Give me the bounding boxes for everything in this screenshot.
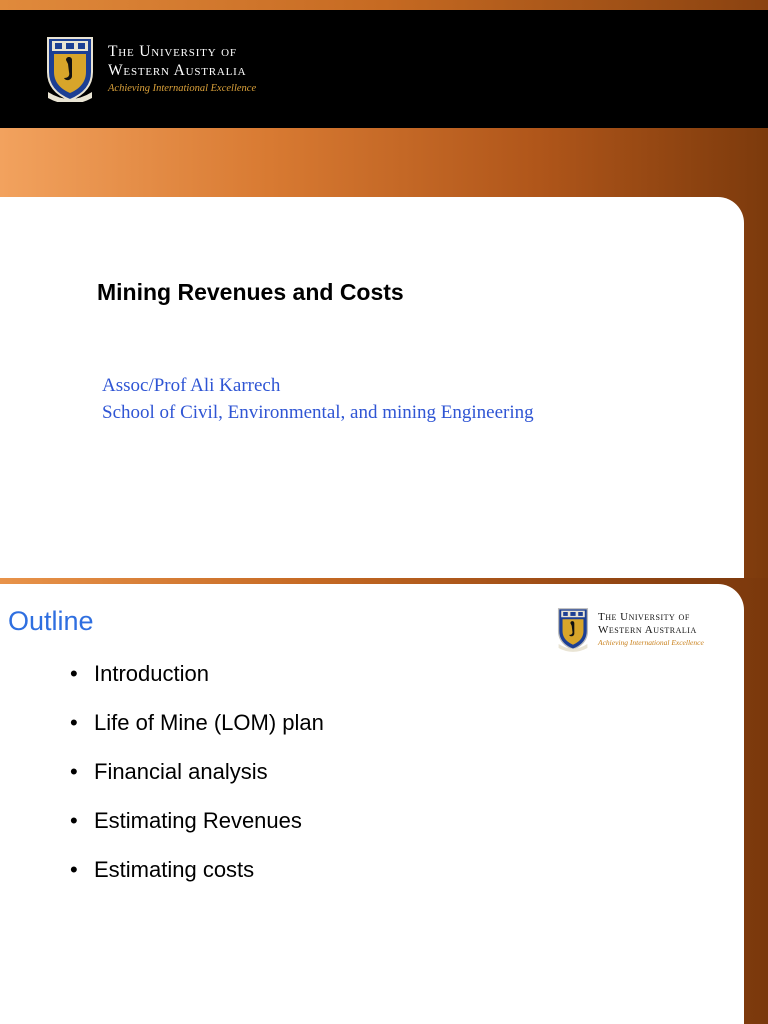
university-name-line2: Western Australia xyxy=(108,62,247,79)
university-name-line1: The University of xyxy=(108,43,237,60)
list-item: • Estimating Revenues xyxy=(70,807,324,856)
author-affiliation: School of Civil, Environmental, and mining Engineering xyxy=(102,402,534,423)
bullet-icon: • xyxy=(70,808,78,833)
university-tagline: Achieving International Excellence xyxy=(598,638,704,647)
university-name-line2: Western Australia xyxy=(598,624,697,636)
bullet-icon: • xyxy=(70,710,78,735)
bullet-icon: • xyxy=(70,857,78,882)
university-crest-small-icon xyxy=(556,606,590,652)
university-tagline: Achieving International Excellence xyxy=(108,83,257,94)
slide-title: Outline xyxy=(8,606,94,636)
outline-list xyxy=(70,660,324,905)
list-item: • Financial analysis xyxy=(70,758,324,807)
list-item: • Estimating costs xyxy=(70,856,324,905)
bullet-icon: • xyxy=(70,661,78,686)
top-accent-strip xyxy=(0,0,768,10)
bullet-icon: • xyxy=(70,759,78,784)
list-item: • Introduction xyxy=(70,660,324,709)
university-crest-icon xyxy=(44,36,96,102)
presentation-title: Mining Revenues and Costs xyxy=(97,279,404,305)
university-name-line1: The University of xyxy=(598,611,690,623)
university-wordmark-small xyxy=(598,611,704,648)
outline-content-panel xyxy=(0,584,744,1024)
outline-slide xyxy=(0,578,768,1024)
author-name: Assoc/Prof Ali Karrech xyxy=(102,375,281,396)
university-wordmark xyxy=(108,42,256,96)
list-item: • Life of Mine (LOM) plan xyxy=(70,709,324,758)
author-block xyxy=(102,372,534,426)
